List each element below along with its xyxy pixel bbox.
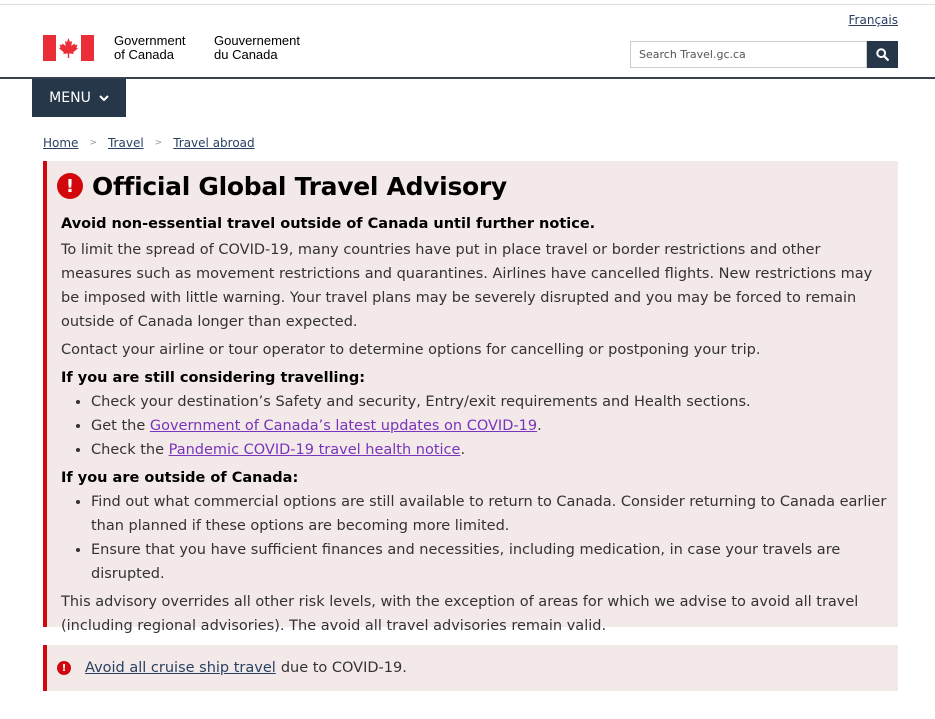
search-icon xyxy=(876,48,889,61)
list-item xyxy=(91,438,893,462)
advisory-footer: This advisory overrides all other risk levels, with the exception of areas for which we advise to avoid all travel (including regional advisories). The avoid all travel advisories remain valid. xyxy=(61,594,859,634)
maple-leaf-icon xyxy=(56,35,81,61)
menu-button[interactable] xyxy=(32,79,126,117)
list-item-text: Get the xyxy=(91,418,150,434)
government-of-canada-signature-en xyxy=(114,34,186,62)
list-item-text: . xyxy=(537,418,542,434)
gov-fr-line1: Gouvernement xyxy=(214,33,300,48)
list-item xyxy=(91,414,893,438)
government-of-canada-signature-fr xyxy=(214,34,300,62)
search-button[interactable] xyxy=(867,41,898,68)
travel-health-notice-link[interactable]: Pandemic COVID-19 travel health notice xyxy=(168,442,461,458)
cruise-alert-text: due to COVID-19. xyxy=(280,660,407,676)
breadcrumb-home[interactable]: Home xyxy=(43,136,79,150)
gov-en-line1: Government xyxy=(114,33,186,48)
menu-label: MENU xyxy=(49,90,91,106)
covid-updates-link[interactable]: Government of Canada’s latest updates on COVID-19 xyxy=(149,418,538,434)
breadcrumb-travel-abroad[interactable]: Travel abroad xyxy=(173,136,255,150)
gov-fr-line2: du Canada xyxy=(214,47,278,62)
breadcrumb-travel[interactable]: Travel xyxy=(107,136,144,150)
breadcrumb xyxy=(43,136,255,150)
list-item-text: Check your destination’s Safety and security, Entry/exit requirements and Health sections. xyxy=(91,394,751,410)
advisory-paragraph-2: Contact your airline or tour operator to determine options for cancelling or postponing your trip. xyxy=(61,342,761,358)
advisory-title: Official Global Travel Advisory xyxy=(92,172,507,201)
canada-flag-icon xyxy=(43,35,94,61)
list-item: • Ensure that you have sufficient finances and necessities, including medication, in case your travels are disrupted. xyxy=(91,538,893,586)
global-travel-advisory-alert xyxy=(43,161,898,634)
language-toggle-link[interactable]: Français xyxy=(848,13,898,27)
advisory-lead: Avoid non-essential travel outside of Canada until further notice. xyxy=(61,216,596,232)
list-item-text: . xyxy=(460,442,466,458)
considering-heading: If you are still considering travelling: xyxy=(61,370,366,386)
header-divider xyxy=(0,77,935,79)
gov-en-line2: of Canada xyxy=(114,47,174,62)
list-item: • Find out what commercial options are still available to return to Canada. Consider returning to Canada earlier than planned if these options are becoming more limited. xyxy=(91,490,893,538)
exclamation-circle-icon: ! xyxy=(57,661,71,675)
breadcrumb-separator-icon: > xyxy=(154,138,163,148)
search-input[interactable] xyxy=(630,41,867,68)
exclamation-circle-icon: ! xyxy=(57,173,83,199)
advisory-paragraph-1: To limit the spread of COVID-19, many countries have put in place travel or border restrictions and other measures such as movement restrictions and quarantines. Airlines have cancelled flights. New restrictions may be imposed with little warning. Your travel plans may be severely disrupted and you may be forced to remain outside of Canada longer than expected. xyxy=(61,242,873,330)
top-border xyxy=(0,0,935,5)
outside-heading: If you are outside of Canada: xyxy=(61,470,299,486)
outside-list xyxy=(61,490,893,586)
search-form xyxy=(630,41,898,68)
chevron-down-icon xyxy=(99,95,109,102)
cruise-ship-alert xyxy=(43,645,898,691)
considering-list xyxy=(61,390,893,462)
advisory-body xyxy=(61,212,893,642)
list-item-text: Check the xyxy=(91,442,169,458)
list-item xyxy=(91,390,893,414)
cruise-ship-link[interactable]: Avoid all cruise ship travel xyxy=(85,660,276,676)
breadcrumb-separator-icon: > xyxy=(89,138,97,148)
